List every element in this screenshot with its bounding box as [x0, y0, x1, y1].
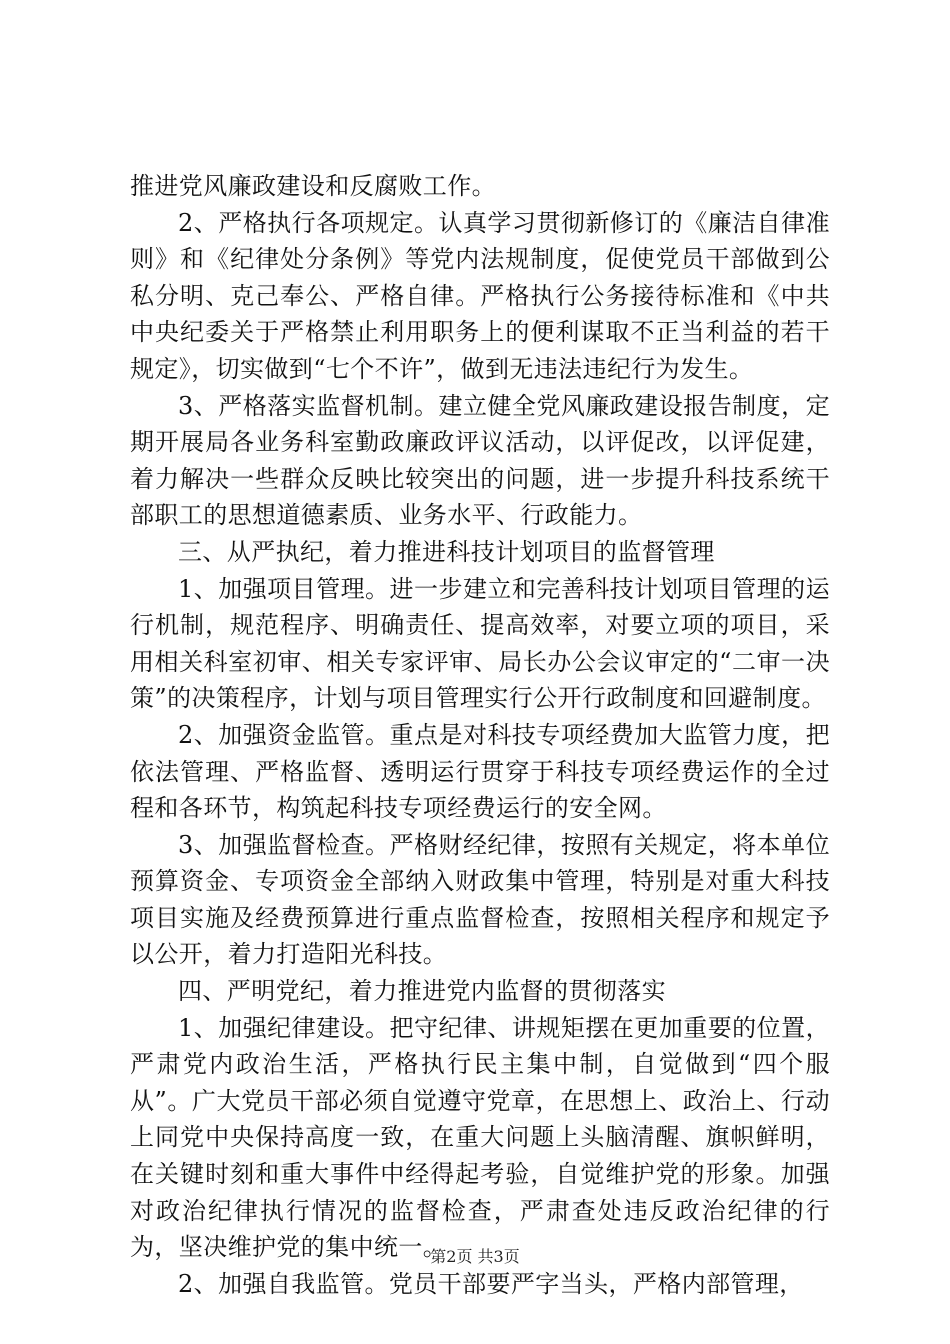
section-heading: 四、严明党纪，着力推进党内监督的贯彻落实	[178, 977, 666, 1006]
paragraph: 1、加强项目管理。进一步建立和完善科技计划项目管理的运行机制，规范程序、明确责任、提高效率，对要立项的项目，采用相关科室初审、相关专家评审、局长办公会议审定的“二审一决策”的决策程序，计划与项目管理实行公开行政制度和回避制度。	[130, 574, 830, 713]
page-number-footer: 第2页 共3页	[430, 1247, 520, 1266]
paragraph: 2、严格执行各项规定。认真学习贯彻新修订的《廉洁自律准则》和《纪律处分条例》等党内法规制度，促使党员干部做到公私分明、克己奉公、严格自律。严格执行公务接待标准和《中共中央纪委关于严格禁止利用职务上的便利谋取不正当利益的若干规定》，切实做到“七个不许”，做到无违法违纪行为发生。	[130, 208, 830, 383]
document-body	[130, 168, 830, 1302]
paragraph: 2、加强资金监管。重点是对科技专项经费加大监管力度，把依法管理、严格监督、透明运行贯穿于科技专项经费运作的全过程和各环节，构筑起科技专项经费运行的安全网。	[130, 720, 830, 823]
paragraph: 1、加强纪律建设。把守纪律、讲规矩摆在更加重要的位置，严肃党内政治生活，严格执行民主集中制，自觉做到“四个服从”。广大党员干部必须自觉遵守党章，在思想上、政治上、行动上同党中央保持高度一致，在重大问题上头脑清醒、旗帜鲜明，在关键时刻和重大事件中经得起考验，自觉维护党的形象。加强对政治纪律执行情况的监督检查，严肃查处违反政治纪律的行为，坚决维护党的集中统一。	[130, 1013, 830, 1262]
paragraph: 3、严格落实监督机制。建立健全党风廉政建设报告制度，定期开展局各业务科室勤政廉政评议活动，以评促改，以评促建，着力解决一些群众反映比较突出的问题，进一步提升科技系统干部职工的思想道德素质、业务水平、行政能力。	[130, 391, 830, 530]
section-heading: 三、从严执纪，着力推进科技计划项目的监督管理	[178, 537, 715, 566]
paragraph: 3、加强监督检查。严格财经纪律，按照有关规定，将本单位预算资金、专项资金全部纳入财政集中管理，特别是对重大科技项目实施及经费预算进行重点监督检查，按照相关程序和规定予以公开，着力打造阳光科技。	[130, 830, 830, 969]
paragraph: 推进党风廉政建设和反腐败工作。	[130, 172, 496, 200]
paragraph: 2、加强自我监管。党员干部要严字当头，严格内部管理，	[178, 1269, 804, 1298]
